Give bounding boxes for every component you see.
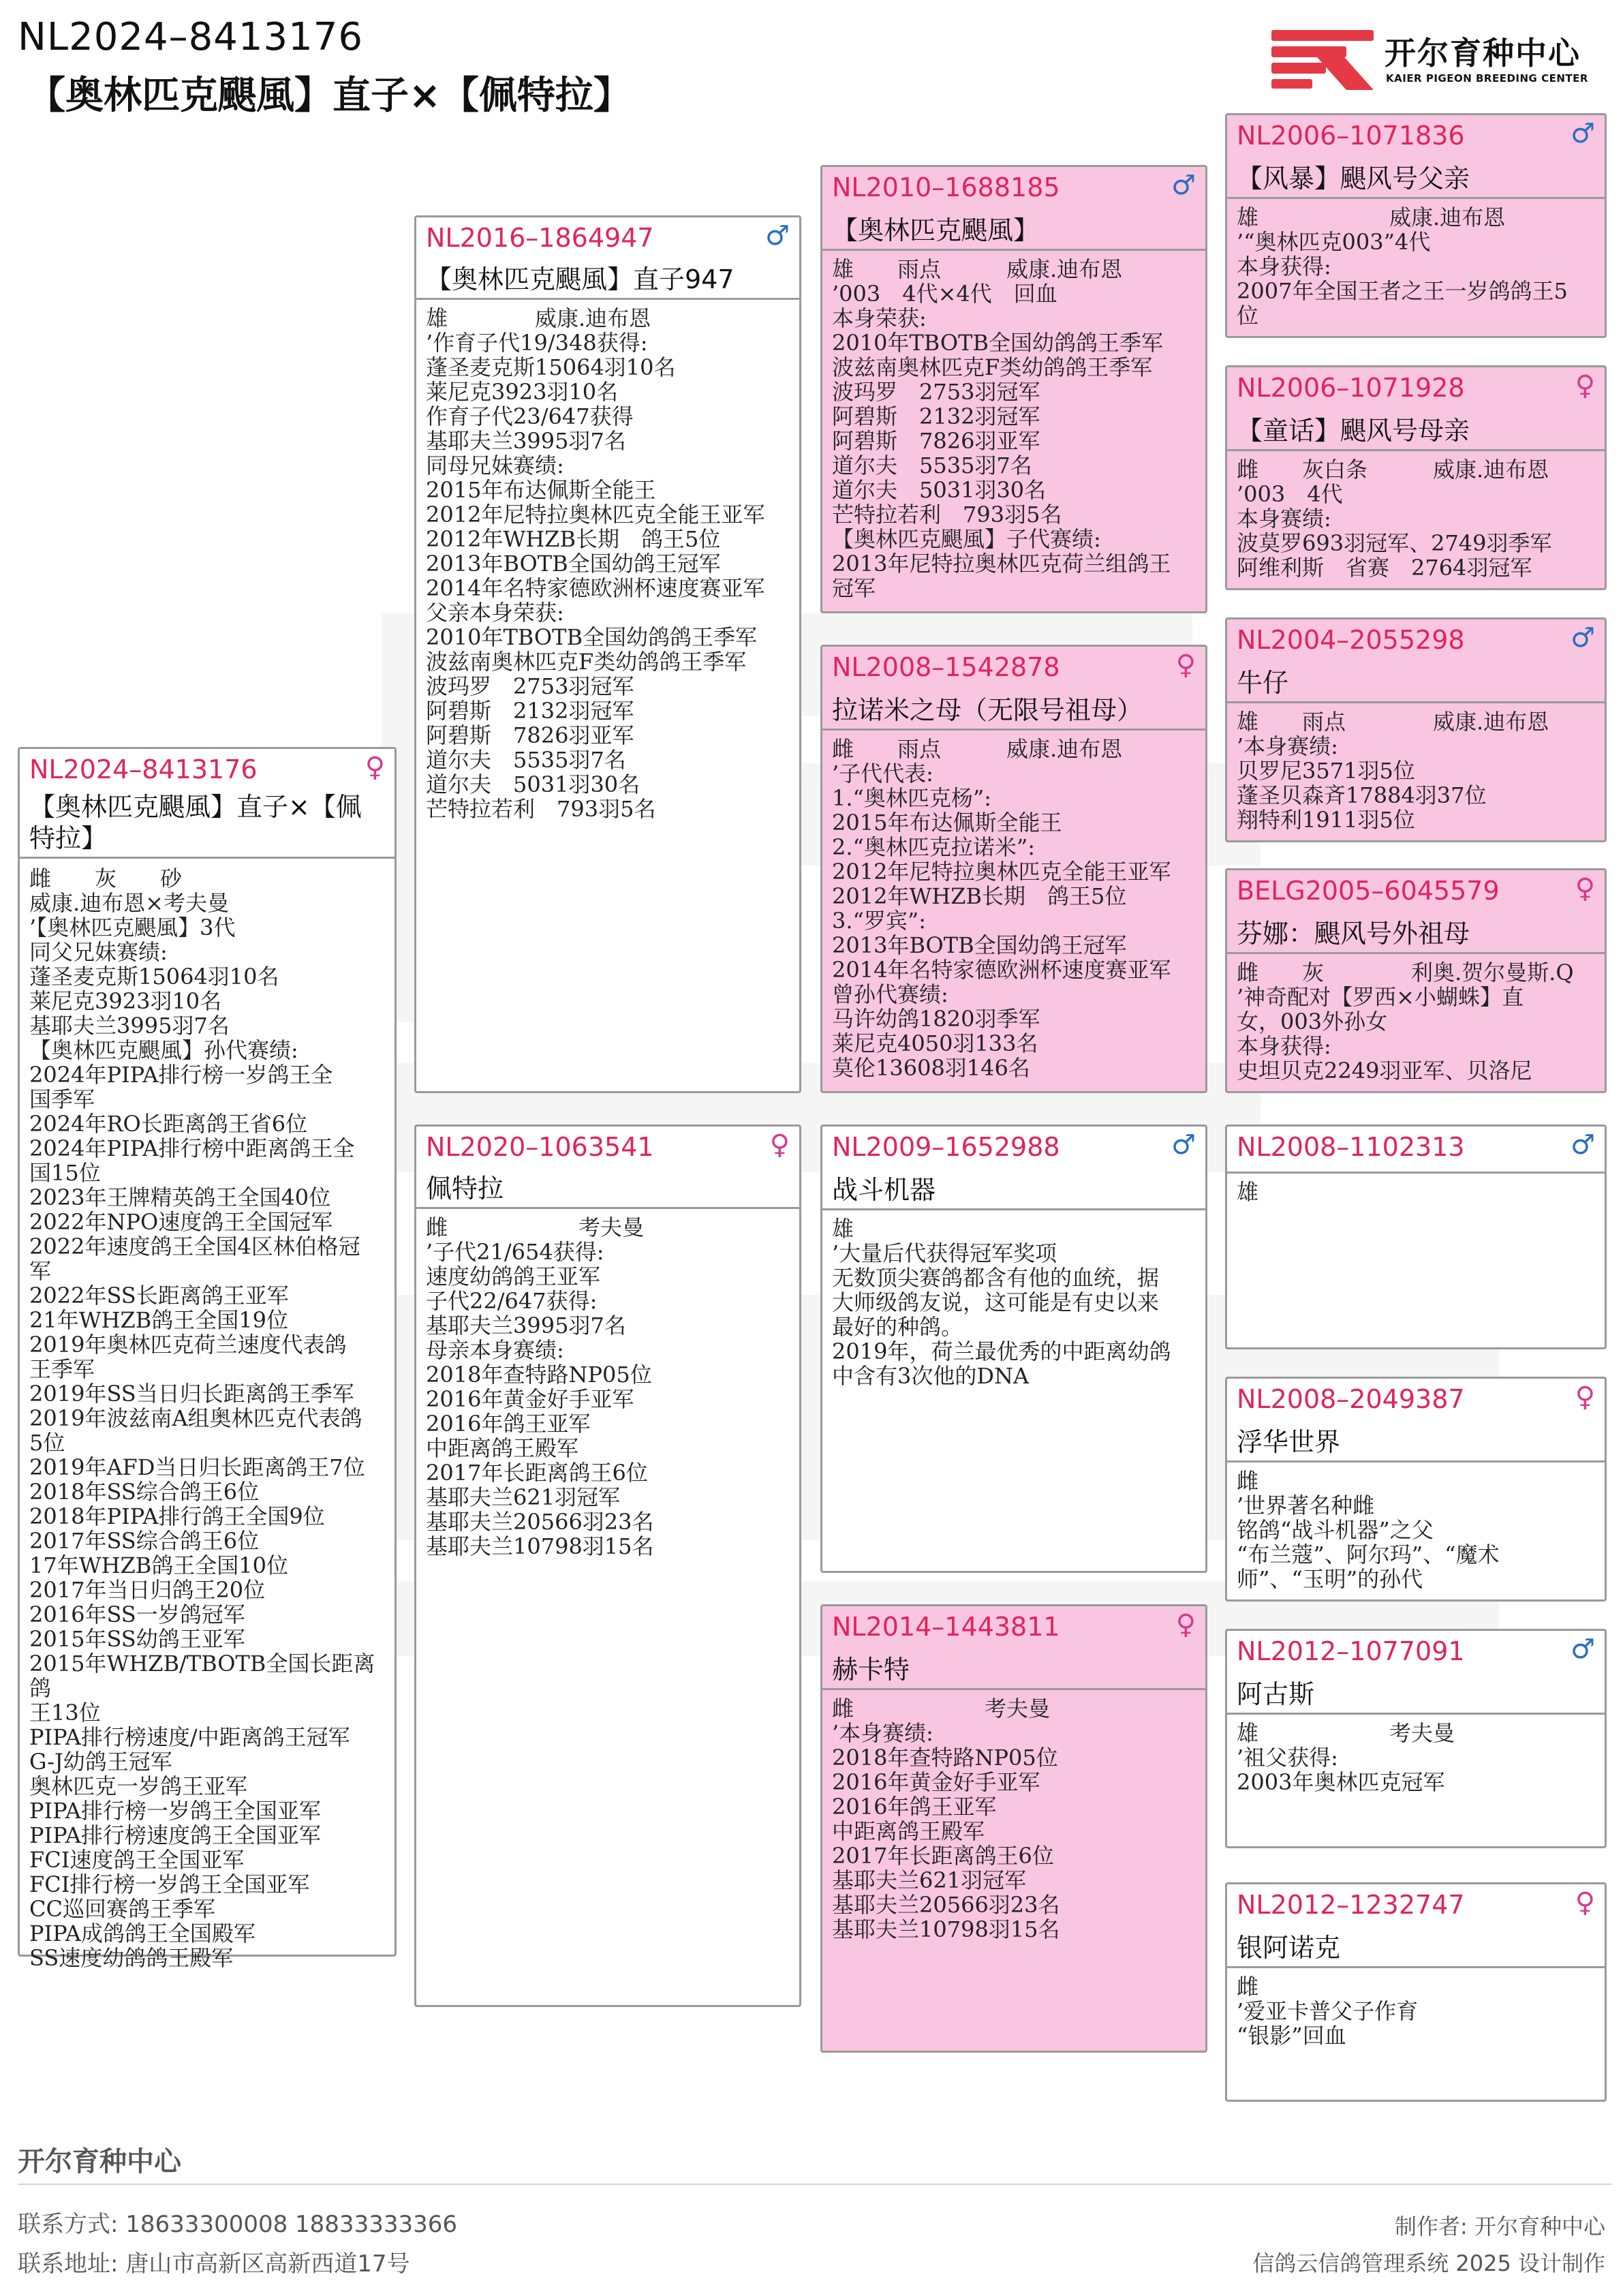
card-divider xyxy=(822,729,1205,731)
card-divider xyxy=(1227,1460,1605,1463)
card-body: 雄 ’大量后代获得冠军奖项 无数顶尖赛鸽都含有他的血统，据 大师级鸽友说，这可能是有史以来 最好的种鸽。 2019年，荷兰最优秀的中距离幼鸽 中含有3次他的DNA xyxy=(832,1216,1171,1389)
card-ring: NL2010–1688185 xyxy=(832,172,1060,202)
male-icon: ♂ xyxy=(1571,1129,1595,1161)
address-label: 联系地址: xyxy=(18,2250,119,2278)
card-body: 雌 ’世界著名种雌 铭鸽“战斗机器”之父 “布兰蔻”、阿尔玛”、“魔术 师”、“玉明”的孙代 xyxy=(1237,1468,1500,1592)
card-ring: NL2008–2049387 xyxy=(1237,1384,1465,1414)
card-dds[interactable] xyxy=(1225,1629,1607,1848)
card-ring: NL2006–1071836 xyxy=(1237,121,1465,151)
card-name: 银阿诺克 xyxy=(1237,1933,1341,1963)
male-icon: ♂ xyxy=(1171,1129,1196,1161)
card-sds[interactable] xyxy=(1225,617,1607,842)
footer-maker: 制作者: 开尔育种中心 xyxy=(1395,2214,1605,2239)
card-body: 雌 灰 砂 威康.迪布恩×考夫曼 ’【奥林匹克颶風】3代 同父兄妹赛绩: 蓬圣麦克斯15064羽10名 莱尼克3923羽10名 基耶夫兰3995羽7名 【奥林匹克颶風】孙代赛绩: 2024年PIPA排行榜一岁鸽王全 国季军 2024年RO长距离鸽王省6位 2024年PIPA排行榜中距离鸽王全 国15位 2023年王牌精英鸽王全国40位 2022年NPO速度鸽王全国冠军 2022年速度鸽王全国4区林伯格冠 军 2022年SS长距离鸽王亚军 21年WHZB鸽王全国19位 2019年奥林匹克荷兰速度代表鸽 王季军 2019年SS当日归长距离鸽王季军 2019年波兹南A组奥林匹克代表鸽 5位 2019年AFD当日归长距离鸽王7位 2018年SS综合鸽王6位 2018年PIPA排行鸽王全国9位 2017年SS综合鸽王6位 17年WHZB鸽王全国10位 2017年当日归鸽王20位 2016年SS一岁鸽冠军 2015年SS幼鸽王亚军 2015年WHZB/TBOTB全国长距离鸽 王13位 PIPA排行榜速度/中距离鸽王冠军 G-J幼鸽王冠军 奥林匹克一岁鸽王亚军 PIPA排行榜一岁鸽王全国亚军 PIPA排行榜速度鸽王全国亚军 FCI速度鸽王全国亚军 FCI排行榜一岁鸽王全国亚军 CC巡回赛鸽王季军 PIPA成鸽鸽王全国殿军 SS速度幼鸽鸽王殿军 xyxy=(29,866,375,1971)
card-ring: NL2008–1542878 xyxy=(832,652,1060,682)
contact-label: 联系方式: xyxy=(18,2211,119,2238)
female-icon: ♀ xyxy=(1575,1381,1595,1413)
footer-org: 开尔育种中心 xyxy=(18,2146,181,2177)
card-name: 【奥林匹克颶風】直子×【佩 特拉】 xyxy=(29,792,362,853)
card-divider xyxy=(1227,1966,1605,1968)
card-name: 赫卡特 xyxy=(832,1655,910,1685)
card-name: 【风暴】颶风号父亲 xyxy=(1237,164,1470,194)
card-ring: NL2004–2055298 xyxy=(1237,625,1465,655)
male-icon: ♂ xyxy=(1571,622,1595,654)
male-icon: ♂ xyxy=(1571,1634,1595,1665)
card-sss[interactable] xyxy=(1225,113,1607,338)
card-ring: NL2008–1102313 xyxy=(1237,1132,1465,1162)
card-name: 牛仔 xyxy=(1237,668,1289,698)
card-body: 雄 威康.迪布恩 ’作育子代19/348获得: 蓬圣麦克斯15064羽10名 莱尼克3923羽10名 作育子代23/647获得 基耶夫兰3995羽7名 同母兄妹赛绩: 2015年布达佩斯全能王 2012年尼特拉奥林匹克全能王亚军 2012年WHZB长期 鸽王5位 2013年BOTB全国幼鸽王冠军 2014年名特家德欧洲杯速度赛亚军 父亲本身荣获: 2010年TBOTB全国幼鸽鸽王季军 波兹南奥林匹克F类幼鸽鸽王季军 波玛罗 2753羽冠军 阿碧斯 2132羽冠军 阿碧斯 7826羽亚军 道尔夫 5535羽7名 道尔夫 5031羽30名 芒特拉若利 793羽5名 xyxy=(426,305,765,822)
card-name: 【童话】颶风号母亲 xyxy=(1237,416,1470,446)
footer-address xyxy=(18,2245,410,2278)
card-dam-sire[interactable] xyxy=(820,1124,1207,1573)
male-icon: ♂ xyxy=(765,220,790,251)
card-divider xyxy=(822,249,1205,251)
card-dsd[interactable] xyxy=(1225,1377,1607,1602)
pedigree-ring-number: NL2024–8413176 xyxy=(18,15,364,59)
logo-text-en: KAIER PIGEON BREEDING CENTER xyxy=(1386,72,1588,85)
card-divider xyxy=(1227,1713,1605,1715)
card-ring: NL2006–1071928 xyxy=(1237,373,1465,403)
card-name: 芬娜：颶风号外祖母 xyxy=(1237,919,1470,949)
card-divider xyxy=(1227,197,1605,199)
female-icon: ♀ xyxy=(1175,649,1196,681)
card-body: 雄 考夫曼 ’祖父获得: 2003年奥林匹克冠军 xyxy=(1237,1720,1455,1795)
card-dss[interactable] xyxy=(1225,1124,1607,1349)
card-name: 拉诺米之母（无限号祖母） xyxy=(832,695,1143,725)
footer-divider xyxy=(18,2184,1612,2185)
card-name: 阿古斯 xyxy=(1237,1679,1315,1709)
card-divider xyxy=(20,857,395,859)
card-ring: NL2014–1443811 xyxy=(832,1612,1060,1642)
card-body: 雄 xyxy=(1237,1179,1259,1205)
female-icon: ♀ xyxy=(365,752,385,783)
card-dam-dam[interactable] xyxy=(820,1604,1207,2053)
card-body: 雌 灰白条 威康.迪布恩 ’003 4代 本身赛绩: 波莫罗693羽冠军、2749羽季军 阿维利斯 省赛 2764羽冠军 xyxy=(1237,457,1552,581)
card-ring: NL2012–1077091 xyxy=(1237,1636,1465,1666)
female-icon: ♀ xyxy=(1175,1609,1196,1640)
card-divider xyxy=(1227,701,1605,703)
card-sdd[interactable] xyxy=(1225,868,1607,1093)
card-name: 【奥林匹克颶風】直子947 xyxy=(426,264,735,294)
card-body: 雌 考夫曼 ’本身赛绩: 2018年查特路NP05位 2016年黄金好手亚军 2016年鸽王亚军 中距离鸽王殿军 2017年长距离鸽王6位 基耶夫兰621羽冠军 基耶夫兰20566羽23名 基耶夫兰10798羽15名 xyxy=(832,1696,1060,1942)
footer-contact xyxy=(18,2205,457,2239)
card-body: 雌 雨点 威康.迪布恩 ’子代代表: 1.“奥林匹克杨”: 2015年布达佩斯全能王 2.“奥林匹克拉诺米”: 2012年尼特拉奥林匹克全能王亚军 2012年WHZB长期 鸽王5位 3.“罗宾”: 2013年BOTB全国幼鸽王冠军 2014年名特家德欧洲杯速度赛亚军 曾孙代赛绩: 马许幼鸽1820羽季军 莱尼克4050羽133名 莫伦13608羽146名 xyxy=(832,736,1171,1081)
card-dam[interactable] xyxy=(414,1124,801,2007)
male-icon: ♂ xyxy=(1171,170,1196,201)
card-body: 雌 灰 利奥.贺尔曼斯.Q ’神奇配对【罗西×小蝴蛛】直 女，003外孙女 本身获得: 史坦贝克2249羽亚军、贝洛尼 xyxy=(1237,960,1574,1084)
card-divider xyxy=(1227,449,1605,451)
card-body: 雌 考夫曼 ’子代21/654获得: 速度幼鸽鸽王亚军 子代22/647获得: 基耶夫兰3995羽7名 母亲本身赛绩: 2018年查特路NP05位 2016年黄金好手亚军 2016年鸽王亚军 中距离鸽王殿军 2017年长距离鸽王6位 基耶夫兰621羽冠军 基耶夫兰20566羽23名 基耶夫兰10798羽15名 xyxy=(426,1214,654,1559)
logo-text-cn: 开尔育种中心 xyxy=(1385,35,1581,72)
female-icon: ♀ xyxy=(1575,1887,1595,1918)
card-body: 雌 ’爱亚卡普父子作育 “银影”回血 xyxy=(1237,1974,1419,2049)
card-ssd[interactable] xyxy=(1225,365,1607,590)
female-icon: ♀ xyxy=(1575,873,1595,904)
female-icon: ♀ xyxy=(1575,370,1595,401)
pedigree-title: 【奥林匹克颶風】直子×【佩特拉】 xyxy=(27,74,632,118)
card-ring: NL2012–1232747 xyxy=(1237,1890,1465,1920)
card-divider xyxy=(822,1208,1205,1210)
footer-system: 信鸽云信鸽管理系统 2025 设计制作 xyxy=(1252,2250,1605,2276)
contact-phones[interactable]: 18633300008 18833333366 xyxy=(125,2211,457,2238)
card-subject[interactable] xyxy=(18,747,397,1971)
card-ring: NL2009–1652988 xyxy=(832,1132,1060,1162)
card-ring: NL2020–1063541 xyxy=(426,1132,654,1162)
card-divider xyxy=(1227,952,1605,954)
card-sire-sire[interactable] xyxy=(820,165,1207,613)
card-name: 佩特拉 xyxy=(426,1174,504,1204)
card-divider xyxy=(1227,1172,1605,1174)
card-body: 雄 雨点 威康.迪布恩 ’本身赛绩: 贝罗尼3571羽5位 蓬圣贝森斉17884羽37位 翔特利1911羽5位 xyxy=(1237,709,1549,833)
card-ring: NL2024–8413176 xyxy=(29,754,258,784)
card-sire[interactable] xyxy=(414,215,801,1093)
card-ring: NL2016–1864947 xyxy=(426,223,654,253)
card-ring: BELG2005–6045579 xyxy=(1237,876,1500,906)
address-value: 唐山市高新区高新西道17号 xyxy=(125,2250,410,2278)
card-body: 雄 雨点 威康.迪布恩 ’003 4代×4代 回血 本身荣获: 2010年TBOTB全国幼鸽鸽王季军 波兹南奥林匹克F类幼鸽鸽王季军 波玛罗 2753羽冠军 阿碧斯 2132羽冠军 阿碧斯 7826羽亚军 道尔夫 5535羽7名 道尔夫 5031羽30名 芒特拉若利 793羽5名 【奥林匹克颶風】子代赛绩: 2013年尼特拉奥林匹克荷兰组鸽王 冠军 xyxy=(832,256,1171,601)
card-divider xyxy=(822,1688,1205,1690)
card-sire-dam[interactable] xyxy=(820,645,1207,1093)
female-icon: ♀ xyxy=(769,1129,790,1161)
card-divider xyxy=(416,298,799,300)
card-name: 【奥林匹克颶風】 xyxy=(832,215,1040,245)
card-ddd[interactable] xyxy=(1225,1882,1607,2102)
card-name: 战斗机器 xyxy=(832,1175,936,1205)
card-body: 雄 威康.迪布恩 ’“奥林匹克003”4代 本身获得: 2007年全国王者之王一岁鸽鸽王5 位 xyxy=(1237,204,1568,328)
card-name: 浮华世界 xyxy=(1237,1427,1341,1457)
male-icon: ♂ xyxy=(1571,118,1595,149)
card-divider xyxy=(416,1207,799,1209)
